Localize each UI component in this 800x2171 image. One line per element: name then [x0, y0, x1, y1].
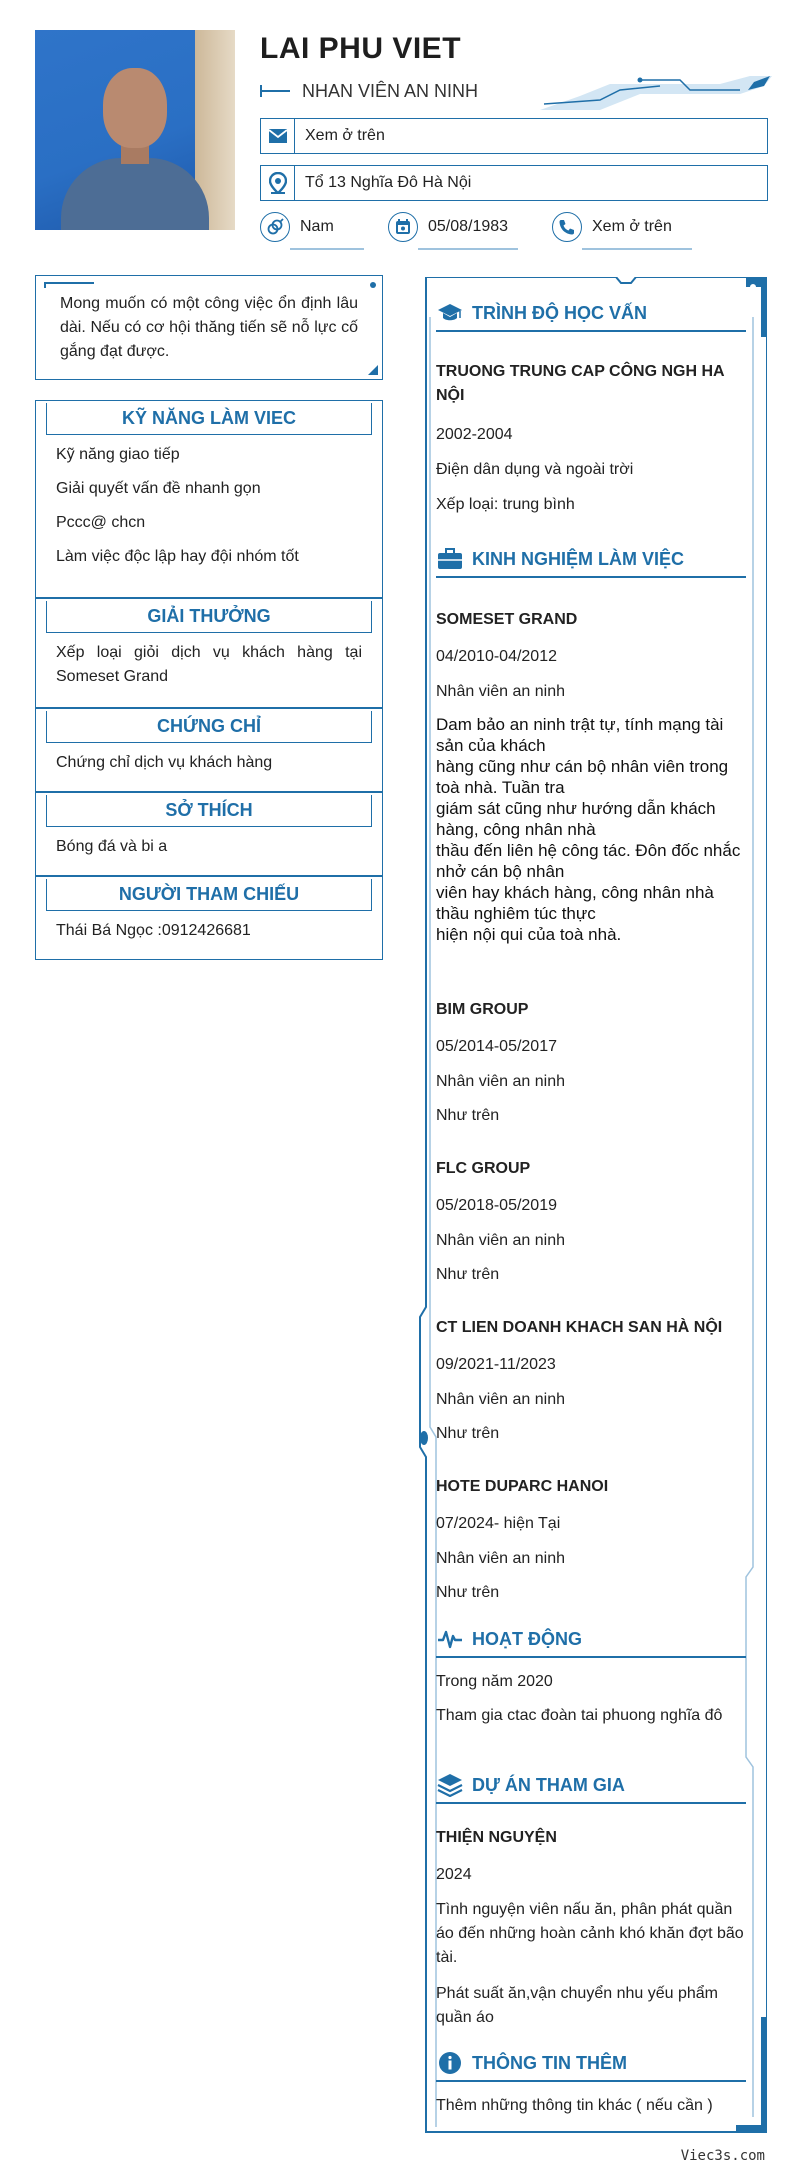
education-grade: Xếp loại: trung bình [436, 496, 575, 513]
job-company: SOMESET GRAND [436, 611, 578, 628]
project-description: Tình nguyện viên nấu ăn, phân phát quần áo đến những hoàn cảnh khó khăn đợt bão tài. [436, 1901, 744, 1966]
reference-item: Thái Bá Ngọc :0912426681 [56, 922, 251, 939]
address-row [260, 165, 768, 201]
job-company: CT LIEN DOANH KHACH SAN HÀ NỘI [436, 1319, 723, 1336]
activities-title: HOẠT ĐỘNG [472, 1628, 582, 1649]
job-position: Nhân viên an ninh [436, 1391, 565, 1408]
job-period: 07/2024- hiện Tại [436, 1515, 561, 1532]
projects-heading [436, 1768, 746, 1804]
graduation-cap-icon [436, 299, 464, 327]
map-pin-icon [261, 166, 295, 200]
skill-item: Kỹ năng giao tiếp [56, 446, 180, 463]
job-company: BIM GROUP [436, 1001, 529, 1018]
phone-item [552, 210, 672, 244]
award-item: Xếp loại giỏi dịch vụ khách hàng tại Someset Grand [56, 644, 362, 685]
info-icon [436, 2049, 464, 2077]
job-position: Nhân viên an ninh [436, 1073, 565, 1090]
footer-watermark: Viec3s.com [680, 2148, 765, 2164]
job-position: Nhân viên an ninh [436, 1550, 565, 1567]
activity-description: Tham gia ctac đoàn tai phuong nghĩa đô [436, 1707, 723, 1724]
layers-icon [436, 1771, 464, 1799]
skills-section [35, 400, 383, 598]
job-company: HOTE DUPARC HANOI [436, 1478, 609, 1495]
skills-title: KỸ NĂNG LÀM VIEC [46, 403, 372, 435]
education-heading [436, 296, 746, 332]
gender-underline [290, 248, 364, 250]
candidate-name: LAI PHU VIET [260, 32, 462, 65]
skill-item: Giải quyết vấn đề nhanh gọn [56, 480, 261, 497]
job-period: 09/2021-11/2023 [436, 1356, 556, 1373]
certificates-section [35, 708, 383, 792]
job-period: 04/2010-04/2012 [436, 648, 557, 665]
birthday-item [388, 210, 508, 244]
job-description: Như trên [436, 1425, 500, 1442]
skill-item: Pccc@ chcn [56, 514, 146, 531]
birthday-value: 05/08/1983 [428, 218, 509, 235]
hobby-item: Bóng đá và bi a [56, 838, 168, 855]
job-position: Nhân viên an ninh [436, 1232, 565, 1249]
hobbies-title: SỞ THÍCH [46, 795, 372, 827]
gender-icon [260, 212, 290, 242]
phone-icon [552, 212, 582, 242]
gender-item [260, 210, 334, 244]
references-title: NGƯỜI THAM CHIẾU [46, 879, 372, 911]
project-year: 2024 [436, 1866, 472, 1883]
education-period: 2002-2004 [436, 426, 513, 443]
header-decoration [540, 70, 772, 112]
envelope-icon [261, 119, 295, 153]
profile-photo [35, 30, 235, 230]
job-company: FLC GROUP [436, 1160, 531, 1177]
certificates-title: CHỨNG CHỈ [46, 711, 372, 743]
phone-underline [582, 248, 692, 250]
heartbeat-icon [436, 1625, 464, 1653]
job-position: Nhân viên an ninh [436, 683, 565, 700]
activity-period: Trong năm 2020 [436, 1673, 553, 1690]
briefcase-icon [436, 545, 464, 573]
hobbies-section [35, 792, 383, 876]
more-info-title: THÔNG TIN THÊM [472, 2052, 627, 2073]
certificate-item: Chứng chỉ dịch vụ khách hàng [56, 754, 273, 771]
more-info-heading [436, 2046, 746, 2082]
projects-title: DỰ ÁN THAM GIA [472, 1774, 625, 1795]
job-title: NHAN VIÊN AN NINH [302, 80, 479, 101]
more-info-text: Thêm những thông tin khác ( nếu cần ) [436, 2097, 713, 2114]
references-section [35, 876, 383, 960]
career-objective [35, 275, 383, 380]
gender-value: Nam [300, 218, 334, 235]
address-value: Tổ 13 Nghĩa Đô Hà Nội [305, 174, 472, 191]
awards-title: GIẢI THƯỞNG [46, 601, 372, 633]
education-school: TRUONG TRUNG CAP CÔNG NGH HA NỘI [436, 363, 724, 404]
job-description: Dam bảo an ninh trật tự, tính mạng tài sản của khách hàng cũng như cán bộ nhân viên trong toà nhà. Tuần tra giám sát cũng như hướng dẫn khách hàng, công nhân nhà thầu đến liên hệ công tác. Đôn đốc nhắc nhở cán bộ nhân viên hay khách hàng, công nhân nhà thầu nghiêm túc thực hiện nội qui của toà nhà. [436, 715, 741, 944]
calendar-icon [388, 212, 418, 242]
job-period: 05/2014-05/2017 [436, 1038, 557, 1055]
birthday-underline [418, 248, 518, 250]
title-bracket-decoration [260, 85, 290, 97]
experience-title: KINH NGHIỆM LÀM VIỆC [472, 548, 685, 569]
email-row [260, 118, 768, 154]
experience-heading [436, 542, 746, 578]
project-description: Phát suất ăn,vận chuyển nhu yếu phẩm quần áo [436, 1985, 718, 2026]
job-description: Như trên [436, 1107, 500, 1124]
objective-text: Mong muốn có một công việc ổn định lâu dài. Nếu có cơ hội thăng tiến sẽ nỗ lực cố gắng đạt được. [60, 295, 358, 360]
activities-heading [436, 1622, 746, 1658]
job-period: 05/2018-05/2019 [436, 1197, 557, 1214]
education-major: Điện dân dụng và ngoài trời [436, 461, 634, 478]
job-description: Như trên [436, 1266, 500, 1283]
education-title: TRÌNH ĐỘ HỌC VẤN [472, 302, 647, 323]
phone-value: Xem ở trên [592, 218, 672, 235]
skill-item: Làm việc độc lập hay đội nhóm tốt [56, 548, 299, 565]
email-value: Xem ở trên [305, 127, 385, 144]
project-name: THIỆN NGUYỆN [436, 1829, 557, 1846]
job-title-row [260, 80, 478, 102]
awards-section [35, 598, 383, 708]
job-description: Như trên [436, 1584, 500, 1601]
